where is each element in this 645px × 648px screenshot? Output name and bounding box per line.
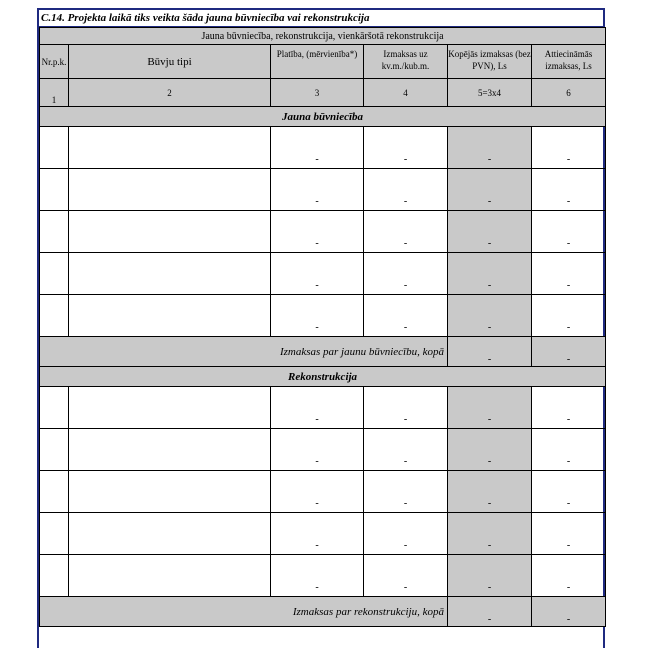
table-row [40, 387, 606, 429]
cell-eligible[interactable]: - [532, 169, 606, 211]
cell-nr[interactable] [40, 429, 69, 471]
cell-total-cost: - [448, 253, 532, 295]
cell-eligible[interactable]: - [532, 253, 606, 295]
cell-area[interactable]: - [271, 555, 364, 597]
cell-eligible[interactable]: - [532, 555, 606, 597]
cell-cost-unit[interactable]: - [364, 169, 448, 211]
cell-cost-unit[interactable]: - [364, 555, 448, 597]
col-header-eligible: Attiecināmās izmaksas, Ls [532, 45, 606, 79]
col-number: 1 [40, 79, 69, 107]
cell-nr[interactable] [40, 387, 69, 429]
construction-table [39, 27, 606, 627]
cell-eligible[interactable]: - [532, 211, 606, 253]
cell-type[interactable] [69, 253, 271, 295]
cell-area[interactable]: - [271, 295, 364, 337]
cell-cost-unit[interactable]: - [364, 387, 448, 429]
cell-area[interactable]: - [271, 127, 364, 169]
cell-nr[interactable] [40, 555, 69, 597]
table-row [40, 429, 606, 471]
cell-eligible[interactable]: - [532, 429, 606, 471]
cell-total-cost: - [448, 127, 532, 169]
reconstruction-total-cost: - [448, 597, 532, 627]
cell-type[interactable] [69, 211, 271, 253]
table-row [40, 295, 606, 337]
cell-type[interactable] [69, 471, 271, 513]
cell-total-cost: - [448, 471, 532, 513]
cell-nr[interactable] [40, 471, 69, 513]
cell-area[interactable]: - [271, 387, 364, 429]
section-title: C.14. Projekta laikā tiks veikta šāda jauna būvniecība vai rekonstrukcija [39, 10, 605, 27]
header-span-label: Jauna būvniecība, rekonstrukcija, vienkāršotā rekonstrukcija [40, 28, 606, 45]
col-header-type: Būvju tipi [69, 45, 271, 79]
cell-total-cost: - [448, 169, 532, 211]
cell-total-cost: - [448, 211, 532, 253]
cell-nr[interactable] [40, 253, 69, 295]
table-row [40, 555, 606, 597]
new-construction-total-eligible: - [532, 337, 606, 367]
cell-type[interactable] [69, 295, 271, 337]
cell-cost-unit[interactable]: - [364, 127, 448, 169]
col-number: 6 [532, 79, 606, 107]
cell-area[interactable]: - [271, 253, 364, 295]
col-number: 5=3x4 [448, 79, 532, 107]
col-number: 2 [69, 79, 271, 107]
cell-eligible[interactable]: - [532, 127, 606, 169]
cell-total-cost: - [448, 555, 532, 597]
cell-cost-unit[interactable]: - [364, 253, 448, 295]
cell-total-cost: - [448, 513, 532, 555]
cell-type[interactable] [69, 169, 271, 211]
cell-nr[interactable] [40, 211, 69, 253]
cell-nr[interactable] [40, 513, 69, 555]
cell-area[interactable]: - [271, 211, 364, 253]
section-heading-new-construction: Jauna būvniecība [40, 107, 606, 127]
col-header-nr: Nr.p.k. [40, 45, 69, 79]
table-row [40, 513, 606, 555]
cell-nr[interactable] [40, 127, 69, 169]
cell-type[interactable] [69, 555, 271, 597]
cell-eligible[interactable]: - [532, 295, 606, 337]
col-number: 4 [364, 79, 448, 107]
reconstruction-total-label: Izmaksas par rekonstrukciju, kopā [40, 597, 448, 627]
cell-type[interactable] [69, 387, 271, 429]
cell-total-cost: - [448, 387, 532, 429]
cell-cost-unit[interactable]: - [364, 295, 448, 337]
cell-cost-unit[interactable]: - [364, 429, 448, 471]
cell-total-cost: - [448, 295, 532, 337]
cell-eligible[interactable]: - [532, 471, 606, 513]
table-row [40, 253, 606, 295]
form-section-c14 [37, 8, 605, 648]
cell-area[interactable]: - [271, 429, 364, 471]
col-header-area: Platība, (mērvienība*) [271, 45, 364, 79]
cell-eligible[interactable]: - [532, 513, 606, 555]
cell-total-cost: - [448, 429, 532, 471]
reconstruction-total-eligible: - [532, 597, 606, 627]
table-row [40, 211, 606, 253]
new-construction-total-cost: - [448, 337, 532, 367]
cell-cost-unit[interactable]: - [364, 513, 448, 555]
table-row [40, 169, 606, 211]
col-header-total-cost: Kopējās izmaksas (bez PVN), Ls [448, 45, 532, 79]
table-row [40, 471, 606, 513]
section-heading-reconstruction: Rekonstrukcija [40, 367, 606, 387]
cell-area[interactable]: - [271, 513, 364, 555]
table-row [40, 127, 606, 169]
col-header-cost-unit: Izmaksas uz kv.m./kub.m. [364, 45, 448, 79]
cell-nr[interactable] [40, 295, 69, 337]
col-number: 3 [271, 79, 364, 107]
cell-cost-unit[interactable]: - [364, 211, 448, 253]
cell-type[interactable] [69, 513, 271, 555]
cell-type[interactable] [69, 127, 271, 169]
new-construction-total-label: Izmaksas par jaunu būvniecību, kopā [40, 337, 448, 367]
cell-type[interactable] [69, 429, 271, 471]
cell-nr[interactable] [40, 169, 69, 211]
cell-area[interactable]: - [271, 471, 364, 513]
cell-cost-unit[interactable]: - [364, 471, 448, 513]
cell-eligible[interactable]: - [532, 387, 606, 429]
cell-area[interactable]: - [271, 169, 364, 211]
